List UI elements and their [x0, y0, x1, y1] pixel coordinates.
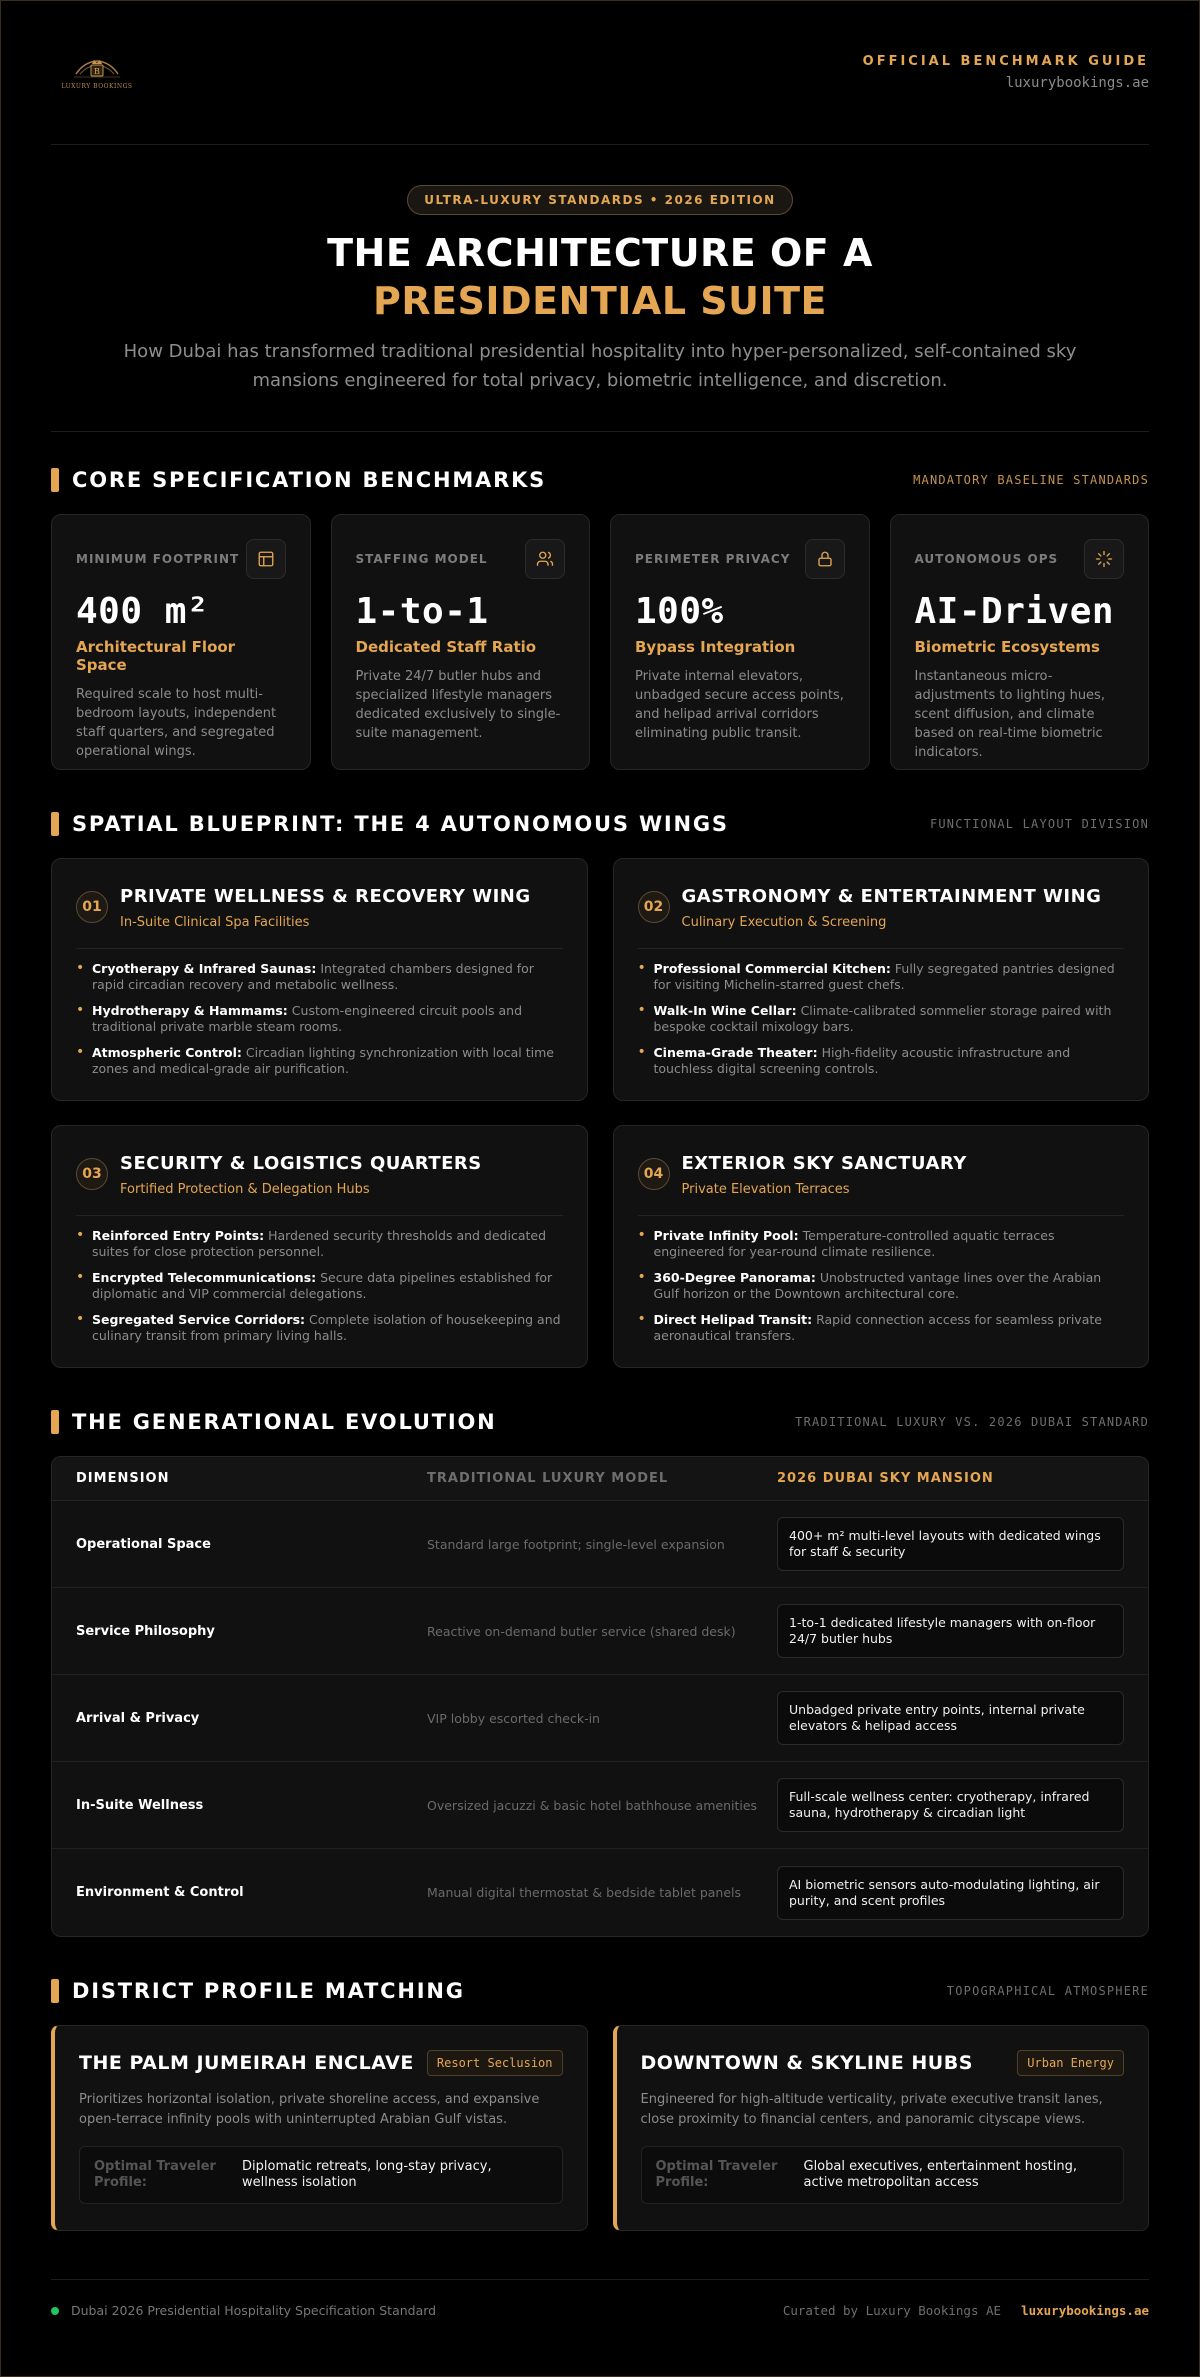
feature-text: Temperature-controlled aquatic terraces engineered for year-round climate resilience.	[653, 1228, 1055, 1259]
table-cell-dimension: In-Suite Wellness	[76, 1797, 204, 1813]
section-title	[51, 1979, 465, 2003]
brand-logo[interactable]	[61, 53, 133, 93]
feature-text: Complete isolation of housekeeping and culinary transit from primary living halls.	[92, 1312, 561, 1343]
wings-section	[51, 812, 1149, 1368]
spec-cards	[51, 514, 1149, 770]
feature-key: Cryotherapy & Infrared Saunas:	[92, 961, 317, 976]
profile-label: Optimal Traveler Profile:	[94, 2159, 216, 2190]
profile-label: Optimal Traveler Profile:	[655, 2159, 778, 2190]
district-badge: Urban Energy	[1017, 2050, 1124, 2076]
profile-value: Global executives, entertainment hosting, active metropolitan access	[803, 2159, 1078, 2190]
crest-icon	[72, 56, 122, 82]
spec-value: 100%	[635, 591, 724, 632]
table-cell-traditional: Manual digital thermostat & bedside tablet panels	[427, 1885, 742, 1900]
spec-subtitle: Bypass Integration	[635, 638, 796, 656]
section-header	[51, 1979, 1149, 2003]
wing-card	[613, 858, 1150, 1101]
traveler-profile	[641, 2146, 1125, 2204]
section-tag: TRADITIONAL LUXURY VS. 2026 DUBAI STANDARD	[795, 1415, 1149, 1429]
table-cell-traditional: VIP lobby escorted check-in	[427, 1710, 600, 1726]
table-row	[52, 1762, 1148, 1849]
list-item	[76, 1228, 563, 1260]
spec-description: Private 24/7 butler hubs and specialized lifestyle managers dedicated exclusively to single-suite management.	[355, 669, 561, 741]
feature-key: Professional Commercial Kitchen:	[653, 961, 891, 976]
logo-wordmark: LUXURY BOOKINGS	[61, 82, 133, 90]
feature-text: Custom-engineered circuit pools and traditional private marble steam rooms.	[92, 1003, 523, 1034]
column-header: DIMENSION	[76, 1471, 170, 1486]
evolution-section	[51, 1410, 1149, 1937]
section-title	[51, 812, 729, 836]
loader-icon	[1084, 539, 1124, 579]
spec-description: Private internal elevators, unbadged secure access points, and helipad arrival corridors eliminating public transit.	[635, 669, 844, 741]
guide-kicker: OFFICIAL BENCHMARK GUIDE	[862, 54, 1149, 69]
feature-text: Secure data pipelines established for diplomatic and VIP commercial delegations.	[92, 1270, 553, 1301]
feature-key: Direct Helipad Transit:	[653, 1312, 813, 1327]
feature-key: Walk-In Wine Cellar:	[653, 1003, 797, 1018]
district-title: THE PALM JUMEIRAH ENCLAVE	[79, 2052, 414, 2074]
feature-key: Segregated Service Corridors:	[92, 1312, 306, 1327]
spec-subtitle: Dedicated Staff Ratio	[355, 638, 537, 656]
spec-card	[610, 514, 870, 770]
table-cell-2026: 400+ m² multi-level layouts with dedicated wings for staff & security	[777, 1517, 1124, 1571]
district-title: DOWNTOWN & SKYLINE HUBS	[640, 2052, 973, 2074]
wing-card	[613, 1125, 1150, 1368]
spec-subtitle: Biometric Ecosystems	[914, 638, 1100, 656]
district-card	[613, 2025, 1150, 2231]
spec-value: 400 m²	[76, 591, 210, 632]
spec-card	[890, 514, 1150, 770]
feature-key: Encrypted Telecommunications:	[92, 1270, 317, 1285]
lock-icon	[805, 539, 845, 579]
traveler-profile	[79, 2146, 563, 2204]
district-card	[51, 2025, 588, 2231]
wing-title: EXTERIOR SKY SANCTUARY	[681, 1153, 967, 1174]
list-item	[638, 961, 1125, 993]
table-row	[52, 1849, 1148, 1936]
top-header	[51, 1, 1149, 145]
table-row	[52, 1501, 1148, 1588]
wing-number: 01	[76, 891, 108, 923]
wing-title: GASTRONOMY & ENTERTAINMENT WING	[681, 886, 1102, 907]
table-cell-traditional: Oversized jacuzzi & basic hotel bathhouse amenities	[427, 1797, 758, 1813]
spec-value: AI-Driven	[914, 591, 1115, 632]
feature-key: Atmospheric Control:	[92, 1045, 242, 1060]
section-tag: FUNCTIONAL LAYOUT DIVISION	[929, 817, 1149, 831]
spec-description: Instantaneous micro-adjustments to lighting hues, scent diffusion, and climate based on real-time biometric indicators.	[914, 669, 1105, 760]
section-tag: TOPOGRAPHICAL ATMOSPHERE	[946, 1984, 1149, 1998]
section-title	[51, 1410, 497, 1434]
status-dot-icon	[51, 2307, 59, 2315]
spec-card	[51, 514, 311, 770]
feature-text: Integrated chambers designed for rapid circadian recovery and metabolic wellness.	[92, 961, 534, 992]
section-title	[51, 468, 546, 492]
wing-card	[51, 1125, 588, 1368]
section-tag: MANDATORY BASELINE STANDARDS	[913, 473, 1149, 487]
wing-feature-list	[638, 961, 1125, 1077]
spec-label: PERIMETER PRIVACY	[635, 552, 791, 566]
footer-standard: Dubai 2026 Presidential Hospitality Specification Standard	[71, 2303, 437, 2318]
district-badge: Resort Seclusion	[427, 2050, 563, 2076]
footer-curated: Curated by Luxury Bookings AE	[782, 2303, 1002, 2318]
list-item	[638, 1228, 1125, 1260]
hero-section	[51, 145, 1149, 432]
comparison-table	[51, 1456, 1149, 1937]
accent-bar	[51, 1410, 59, 1434]
list-item	[76, 961, 563, 993]
section-title-text: DISTRICT PROFILE MATCHING	[72, 1979, 465, 2003]
feature-text: Climate-calibrated sommelier storage paired with bespoke cocktail mixology bars.	[653, 1003, 1112, 1034]
feature-key: 360-Degree Panorama:	[653, 1270, 816, 1285]
feature-key: Cinema-Grade Theater:	[653, 1045, 818, 1060]
spec-card	[331, 514, 591, 770]
table-cell-traditional: Reactive on-demand butler service (shared desk)	[427, 1623, 736, 1639]
wing-subtitle: Private Elevation Terraces	[681, 1182, 850, 1197]
list-item	[638, 1312, 1125, 1344]
table-cell-2026: Full-scale wellness center: cryotherapy, infrared sauna, hydrotherapy & circadian light	[777, 1778, 1124, 1832]
wing-subtitle: In-Suite Clinical Spa Facilities	[120, 915, 310, 930]
wing-feature-list	[76, 961, 563, 1077]
title-accent: PRESIDENTIAL SUITE	[372, 279, 828, 323]
spec-description: Required scale to host multi-bedroom layouts, independent staff quarters, and segregated operational wings.	[76, 687, 277, 759]
table-cell-dimension: Arrival & Privacy	[76, 1710, 200, 1726]
list-item	[76, 1045, 563, 1077]
hero-subtitle: How Dubai has transformed traditional presidential hospitality into hyper-personalized, self-contained sky mansions engineered for total privacy, biometric intelligence, and discretion.	[123, 341, 1077, 391]
wing-number: 02	[638, 891, 670, 923]
list-item	[76, 1270, 563, 1302]
section-header	[51, 1410, 1149, 1434]
spec-subtitle: Architectural Floor Space	[76, 638, 236, 674]
district-cards	[51, 2025, 1149, 2231]
wing-feature-list	[76, 1228, 563, 1344]
wing-grid	[51, 858, 1149, 1368]
table-cell-2026: Unbadged private entry points, internal private elevators & helipad access	[777, 1691, 1124, 1745]
section-title-text: THE GENERATIONAL EVOLUTION	[72, 1410, 497, 1434]
feature-text: High-fidelity acoustic infrastructure and touchless digital screening controls.	[653, 1045, 1071, 1076]
table-cell-dimension: Operational Space	[76, 1536, 211, 1552]
spec-label: AUTONOMOUS OPS	[914, 552, 1059, 566]
table-row	[52, 1588, 1148, 1675]
list-item	[638, 1270, 1125, 1302]
wing-number: 03	[76, 1158, 108, 1190]
title-plain: THE ARCHITECTURE OF A	[327, 231, 873, 275]
wing-title: PRIVATE WELLNESS & RECOVERY WING	[120, 886, 531, 907]
list-item	[638, 1003, 1125, 1035]
layout-icon	[246, 539, 286, 579]
column-header: 2026 DUBAI SKY MANSION	[777, 1471, 994, 1486]
wing-feature-list	[638, 1228, 1125, 1344]
footer-right	[783, 2303, 1149, 2318]
feature-text: Fully segregated pantries designed for visiting Michelin-starred guest chefs.	[653, 961, 1115, 992]
table-cell-traditional: Standard large footprint; single-level expansion	[427, 1536, 725, 1552]
feature-text: Rapid connection access for seamless private aeronautical transfers.	[653, 1312, 1102, 1343]
feature-text: Circadian lighting synchronization with local time zones and medical-grade air purification.	[92, 1045, 554, 1076]
table-cell-2026: 1-to-1 dedicated lifestyle managers with on-floor 24/7 butler hubs	[777, 1604, 1124, 1658]
wing-title: SECURITY & LOGISTICS QUARTERS	[120, 1153, 482, 1174]
wing-card	[51, 858, 588, 1101]
table-row	[52, 1675, 1148, 1762]
feature-text: Unobstructed vantage lines over the Arabian Gulf horizon or the Downtown architectural core.	[653, 1270, 1102, 1301]
column-header: TRADITIONAL LUXURY MODEL	[427, 1471, 669, 1486]
feature-key: Reinforced Entry Points:	[92, 1228, 265, 1243]
footer-left	[51, 2303, 436, 2318]
table-header-row	[52, 1457, 1148, 1501]
edition-pill: ULTRA-LUXURY STANDARDS • 2026 EDITION	[407, 185, 792, 215]
list-item	[638, 1045, 1125, 1077]
section-header	[51, 812, 1149, 836]
header-url[interactable]: luxurybookings.ae	[1005, 75, 1149, 91]
svg-text:B: B	[94, 66, 100, 76]
accent-bar	[51, 1979, 59, 2003]
footer-url[interactable]: luxurybookings.ae	[1021, 2303, 1149, 2318]
users-icon	[525, 539, 565, 579]
district-section	[51, 1979, 1149, 2231]
feature-text: Hardened security thresholds and dedicated suites for close protection personnel.	[92, 1228, 547, 1259]
wing-subtitle: Culinary Execution & Screening	[681, 915, 887, 930]
table-cell-dimension: Service Philosophy	[76, 1623, 215, 1639]
spec-value: 1-to-1	[355, 591, 489, 632]
spec-label: STAFFING MODEL	[355, 552, 488, 566]
wing-subtitle: Fortified Protection & Delegation Hubs	[120, 1182, 370, 1197]
section-header	[51, 468, 1149, 492]
page-title	[51, 229, 1149, 325]
list-item	[76, 1312, 563, 1344]
feature-key: Hydrotherapy & Hammams:	[92, 1003, 288, 1018]
list-item	[76, 1003, 563, 1035]
profile-value: Diplomatic retreats, long-stay privacy, wellness isolation	[242, 2159, 492, 2190]
wing-number: 04	[638, 1158, 670, 1190]
header-meta	[863, 54, 1149, 91]
table-cell-dimension: Environment & Control	[76, 1885, 244, 1900]
spec-label: MINIMUM FOOTPRINT	[76, 552, 240, 566]
feature-key: Private Infinity Pool:	[653, 1228, 799, 1243]
district-description: Prioritizes horizontal isolation, private shoreline access, and expansive open-terrace infinity pools with uninterrupted Arabian Gulf vistas.	[79, 2092, 540, 2127]
district-description: Engineered for high-altitude verticality, private executive transit lanes, close proximity to financial centers, and panoramic cityscape views.	[640, 2092, 1103, 2127]
accent-bar	[51, 468, 59, 492]
page-footer	[51, 2279, 1149, 2341]
specs-section	[51, 468, 1149, 770]
section-title-text: CORE SPECIFICATION BENCHMARKS	[72, 468, 547, 492]
accent-bar	[51, 812, 59, 836]
table-cell-2026: AI biometric sensors auto-modulating lighting, air purity, and scent profiles	[777, 1866, 1124, 1920]
section-title-text: SPATIAL BLUEPRINT: THE 4 AUTONOMOUS WINGS	[72, 812, 729, 836]
